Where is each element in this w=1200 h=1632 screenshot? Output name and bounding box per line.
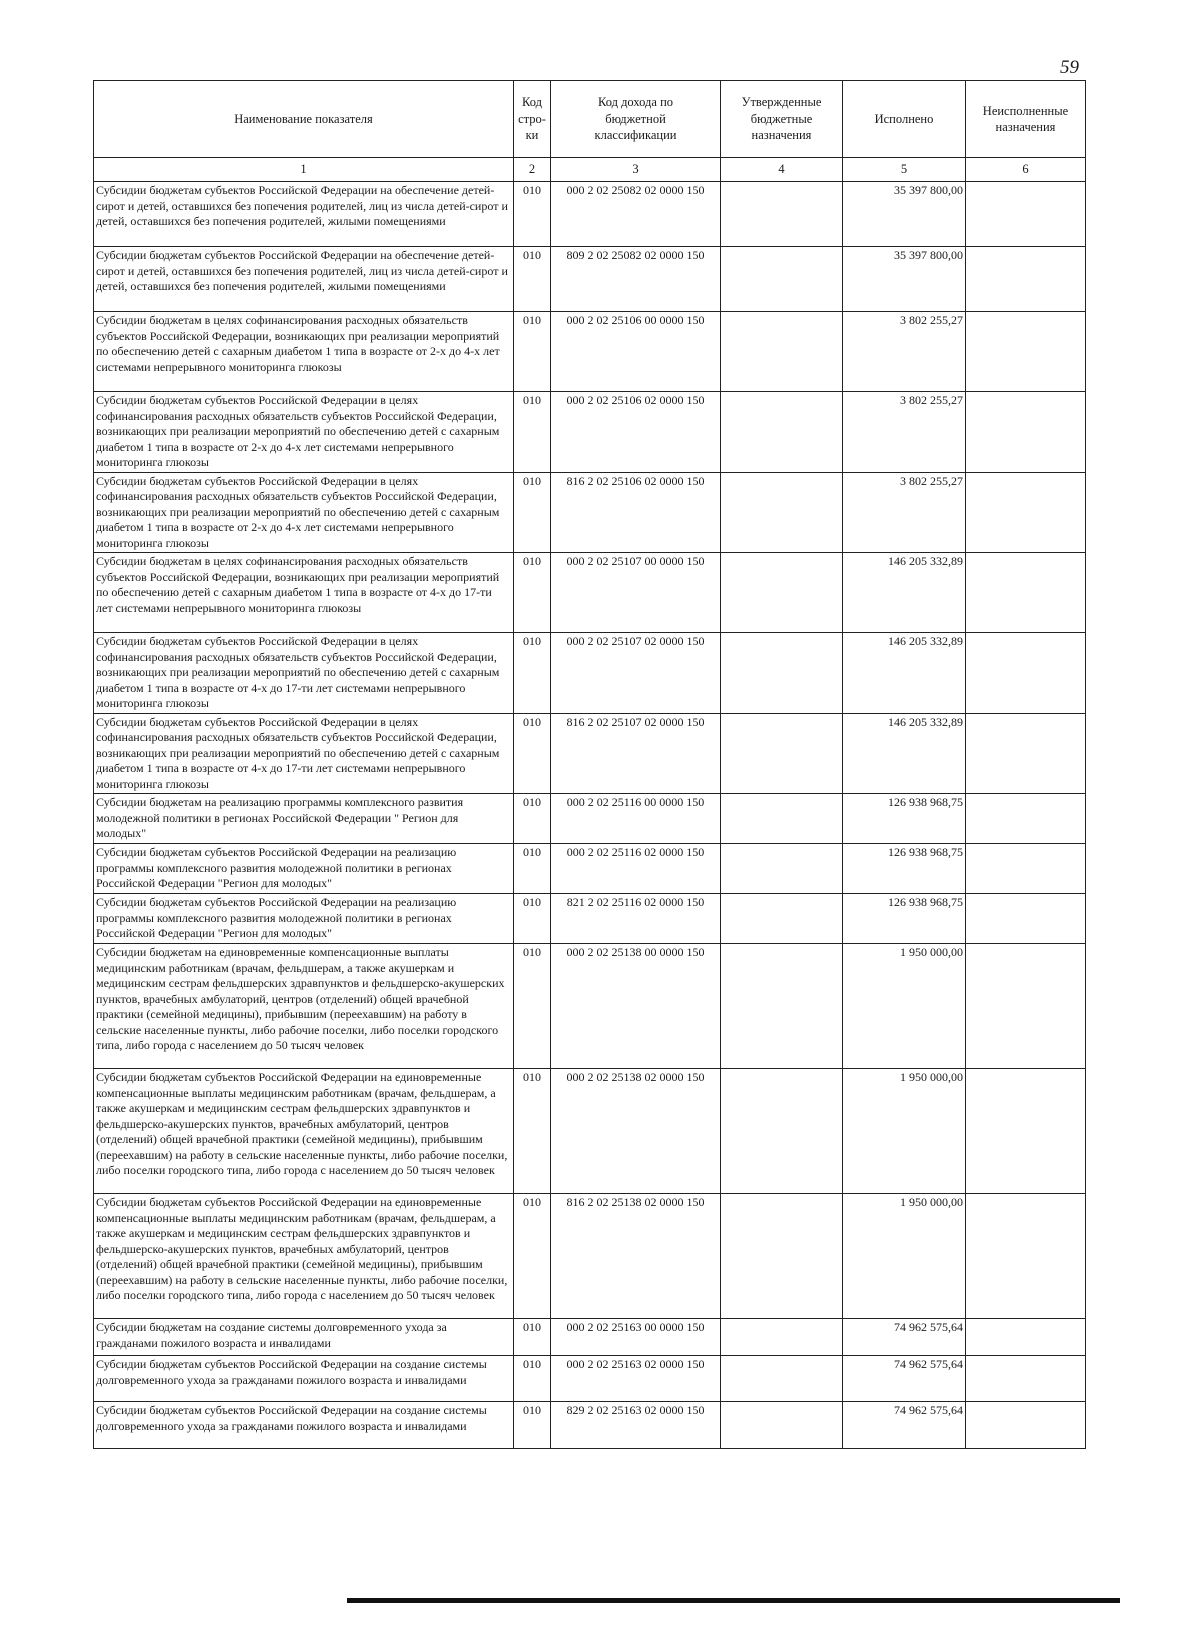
line-code-cell: 010 <box>514 182 551 247</box>
unexecuted-amount-cell <box>966 844 1086 894</box>
approved-amount-cell <box>721 794 843 844</box>
income-code-cell: 816 2 02 25106 02 0000 150 <box>551 472 721 553</box>
line-code-cell: 010 <box>514 1069 551 1194</box>
unexecuted-amount-cell <box>966 247 1086 312</box>
approved-amount-cell <box>721 944 843 1069</box>
unexecuted-amount-cell <box>966 633 1086 714</box>
line-code-cell: 010 <box>514 392 551 473</box>
scan-edge-bar <box>347 1598 1120 1603</box>
income-code-cell: 000 2 02 25138 02 0000 150 <box>551 1069 721 1194</box>
line-code-cell: 010 <box>514 794 551 844</box>
indicator-name-cell: Субсидии бюджетам субъектов Российской Федерации на реализацию программы комплексного развития молодежной политики в регионах Российской Федерации "Регион для молодых" <box>94 894 514 944</box>
table-row <box>94 1402 1086 1449</box>
unexecuted-amount-cell <box>966 944 1086 1069</box>
line-code-cell: 010 <box>514 944 551 1069</box>
executed-amount-cell: 74 962 575,64 <box>843 1402 966 1449</box>
unexecuted-amount-cell <box>966 794 1086 844</box>
approved-amount-cell <box>721 472 843 553</box>
table-row <box>94 1319 1086 1356</box>
unexecuted-amount-cell <box>966 713 1086 794</box>
line-code-cell: 010 <box>514 1356 551 1402</box>
header-income-code-line: Код дохода по <box>597 95 674 110</box>
income-code-cell: 829 2 02 25163 02 0000 150 <box>551 1402 721 1449</box>
approved-amount-cell <box>721 633 843 714</box>
executed-amount-cell: 146 205 332,89 <box>843 633 966 714</box>
page-number: 59 <box>1060 57 1079 78</box>
header-unexecuted-line: Неисполненные <box>982 103 1069 118</box>
table-row <box>94 312 1086 392</box>
income-code-cell: 000 2 02 25106 00 0000 150 <box>551 312 721 392</box>
income-code-cell: 809 2 02 25082 02 0000 150 <box>551 247 721 312</box>
unexecuted-amount-cell <box>966 1356 1086 1402</box>
unexecuted-amount-cell <box>966 1402 1086 1449</box>
column-number: 4 <box>721 158 843 182</box>
approved-amount-cell <box>721 312 843 392</box>
header-unexecuted <box>966 81 1086 158</box>
executed-amount-cell: 126 938 968,75 <box>843 894 966 944</box>
table-row <box>94 1194 1086 1319</box>
header-line-code-line: стро- <box>518 111 546 126</box>
table-row <box>94 944 1086 1069</box>
income-code-cell: 000 2 02 25082 02 0000 150 <box>551 182 721 247</box>
executed-amount-cell: 3 802 255,27 <box>843 392 966 473</box>
indicator-name-cell: Субсидии бюджетам субъектов Российской Федерации на создание системы долговременного ухода за гражданами пожилого возраста и инвалидами <box>94 1356 514 1402</box>
table-row <box>94 1356 1086 1402</box>
indicator-name-cell: Субсидии бюджетам субъектов Российской Федерации в целях софинансирования расходных обязательств субъектов Российской Федерации, возникающих при реализации мероприятий по обеспечению детей с сахарным диабетом 1 типа в возрасте от 4-х до 17-ти лет системами непрерывного мониторинга глюкозы <box>94 713 514 794</box>
header-income-code-line: бюджетной <box>605 111 666 126</box>
income-code-cell: 000 2 02 25116 00 0000 150 <box>551 794 721 844</box>
executed-amount-cell: 126 938 968,75 <box>843 844 966 894</box>
approved-amount-cell <box>721 392 843 473</box>
table-row <box>94 633 1086 714</box>
indicator-name-cell: Субсидии бюджетам субъектов Российской Федерации в целях софинансирования расходных обязательств субъектов Российской Федерации, возникающих при реализации мероприятий по обеспечению детей с сахарным диабетом 1 типа в возрасте от 2-х до 4-х лет системами непрерывного мониторинга глюкозы <box>94 392 514 473</box>
header-approved-line: бюджетные <box>750 111 813 126</box>
unexecuted-amount-cell <box>966 472 1086 553</box>
header-executed <box>843 81 966 158</box>
indicator-name-cell: Субсидии бюджетам субъектов Российской Федерации на обеспечение детей-сирот и детей, оставшихся без попечения родителей, лиц из числа детей-сирот и детей, оставшихся без попечения родителей, жилыми помещениями <box>94 182 514 247</box>
income-code-cell: 000 2 02 25163 02 0000 150 <box>551 1356 721 1402</box>
table-header <box>94 81 1086 182</box>
approved-amount-cell <box>721 247 843 312</box>
header-indicator-name-label: Наименование показателя <box>234 111 373 126</box>
approved-amount-cell <box>721 894 843 944</box>
indicator-name-cell: Субсидии бюджетам на единовременные компенсационные выплаты медицинским работникам (врачам, фельдшерам, а также акушеркам и медицинским сестрам фельдшерских здравпунктов и фельдшерско-акушерских пунктов, врачебных амбулаторий, центров (отделений) общей врачебной практики (семейной медицины), прибывшим (переехавшим) на работу в сельские населенные пункты, либо рабочие поселки, либо поселки городского типа, либо города с населением до 50 тысяч человек <box>94 944 514 1069</box>
income-code-cell: 816 2 02 25107 02 0000 150 <box>551 713 721 794</box>
table-row <box>94 844 1086 894</box>
line-code-cell: 010 <box>514 247 551 312</box>
approved-amount-cell <box>721 182 843 247</box>
indicator-name-cell: Субсидии бюджетам субъектов Российской Федерации на единовременные компенсационные выплаты медицинским работникам (врачам, фельдшерам, а также акушеркам и медицинским сестрам фельдшерских здравпунктов и фельдшерско-акушерских пунктов, врачебных амбулаторий, центров (отделений) общей врачебной практики (семейной медицины), прибывшим (переехавшим) на работу в сельские населенные пункты, либо рабочие поселки, либо поселки городского типа, либо города с населением до 50 тысяч человек <box>94 1194 514 1319</box>
unexecuted-amount-cell <box>966 553 1086 633</box>
indicator-name-cell: Субсидии бюджетам на реализацию программы комплексного развития молодежной политики в регионах Российской Федерации " Регион для молодых" <box>94 794 514 844</box>
column-number-row <box>94 158 1086 182</box>
approved-amount-cell <box>721 1356 843 1402</box>
executed-amount-cell: 35 397 800,00 <box>843 182 966 247</box>
line-code-cell: 010 <box>514 312 551 392</box>
table-row <box>94 713 1086 794</box>
column-number: 2 <box>514 158 551 182</box>
indicator-name-cell: Субсидии бюджетам субъектов Российской Федерации в целях софинансирования расходных обязательств субъектов Российской Федерации, возникающих при реализации мероприятий по обеспечению детей с сахарным диабетом 1 типа в возрасте от 4-х до 17-ти лет системами непрерывного мониторинга глюкозы <box>94 633 514 714</box>
executed-amount-cell: 1 950 000,00 <box>843 944 966 1069</box>
line-code-cell: 010 <box>514 633 551 714</box>
line-code-cell: 010 <box>514 1402 551 1449</box>
header-approved-line: Утвержденные <box>741 95 822 110</box>
executed-amount-cell: 3 802 255,27 <box>843 472 966 553</box>
column-number: 1 <box>94 158 514 182</box>
income-code-cell: 000 2 02 25116 02 0000 150 <box>551 844 721 894</box>
table-row <box>94 247 1086 312</box>
column-number: 5 <box>843 158 966 182</box>
approved-amount-cell <box>721 1194 843 1319</box>
line-code-cell: 010 <box>514 713 551 794</box>
unexecuted-amount-cell <box>966 1319 1086 1356</box>
approved-amount-cell <box>721 1319 843 1356</box>
header-row <box>94 81 1086 158</box>
unexecuted-amount-cell <box>966 182 1086 247</box>
table-body <box>94 182 1086 1449</box>
header-indicator-name <box>94 81 514 158</box>
indicator-name-cell: Субсидии бюджетам субъектов Российской Федерации на обеспечение детей-сирот и детей, оставшихся без попечения родителей, лиц из числа детей-сирот и детей, оставшихся без попечения родителей, жилыми помещениями <box>94 247 514 312</box>
header-approved-line: назначения <box>751 128 812 143</box>
header-unexecuted-line: назначения <box>995 120 1056 134</box>
table-row <box>94 553 1086 633</box>
header-approved <box>721 81 843 158</box>
column-number: 3 <box>551 158 721 182</box>
income-code-cell: 000 2 02 25138 00 0000 150 <box>551 944 721 1069</box>
line-code-cell: 010 <box>514 1194 551 1319</box>
income-code-cell: 000 2 02 25163 00 0000 150 <box>551 1319 721 1356</box>
indicator-name-cell: Субсидии бюджетам субъектов Российской Федерации на реализацию программы комплексного развития молодежной политики в регионах Российской Федерации "Регион для молодых" <box>94 844 514 894</box>
unexecuted-amount-cell <box>966 312 1086 392</box>
indicator-name-cell: Субсидии бюджетам субъектов Российской Федерации в целях софинансирования расходных обязательств субъектов Российской Федерации, возникающих при реализации мероприятий по обеспечению детей с сахарным диабетом 1 типа в возрасте от 2-х до 4-х лет системами непрерывного мониторинга глюкозы <box>94 472 514 553</box>
header-income-code <box>551 81 721 158</box>
executed-amount-cell: 3 802 255,27 <box>843 312 966 392</box>
table-row <box>94 894 1086 944</box>
indicator-name-cell: Субсидии бюджетам субъектов Российской Федерации на единовременные компенсационные выплаты медицинским работникам (врачам, фельдшерам, а также акушеркам и медицинским сестрам фельдшерских здравпунктов и фельдшерско-акушерских пунктов, врачебных амбулаторий, центров (отделений) общей врачебной практики (семейной медицины), прибывшим (переехавшим) на работу в сельские населенные пункты, либо рабочие поселки, либо поселки городского типа, либо города с населением до 50 тысяч человек <box>94 1069 514 1194</box>
unexecuted-amount-cell <box>966 1194 1086 1319</box>
executed-amount-cell: 74 962 575,64 <box>843 1319 966 1356</box>
header-line-code-line: ки <box>525 128 539 143</box>
income-code-cell: 000 2 02 25107 02 0000 150 <box>551 633 721 714</box>
column-number: 6 <box>966 158 1086 182</box>
indicator-name-cell: Субсидии бюджетам субъектов Российской Федерации на создание системы долговременного ухода за гражданами пожилого возраста и инвалидами <box>94 1402 514 1449</box>
header-income-code-line: классификации <box>594 128 677 143</box>
header-line-code-line: Код <box>522 95 542 110</box>
header-executed-label: Исполнено <box>874 111 934 126</box>
line-code-cell: 010 <box>514 894 551 944</box>
executed-amount-cell: 146 205 332,89 <box>843 553 966 633</box>
approved-amount-cell <box>721 713 843 794</box>
approved-amount-cell <box>721 1402 843 1449</box>
table-row <box>94 392 1086 473</box>
unexecuted-amount-cell <box>966 1069 1086 1194</box>
approved-amount-cell <box>721 1069 843 1194</box>
line-code-cell: 010 <box>514 553 551 633</box>
line-code-cell: 010 <box>514 844 551 894</box>
income-code-cell: 821 2 02 25116 02 0000 150 <box>551 894 721 944</box>
executed-amount-cell: 35 397 800,00 <box>843 247 966 312</box>
executed-amount-cell: 1 950 000,00 <box>843 1194 966 1319</box>
line-code-cell: 010 <box>514 1319 551 1356</box>
header-line-code <box>514 81 551 158</box>
approved-amount-cell <box>721 844 843 894</box>
executed-amount-cell: 1 950 000,00 <box>843 1069 966 1194</box>
unexecuted-amount-cell <box>966 894 1086 944</box>
indicator-name-cell: Субсидии бюджетам в целях софинансирования расходных обязательств субъектов Российской Федерации, возникающих при реализации мероприятий по обеспечению детей с сахарным диабетом 1 типа в возрасте от 2-х до 4-х лет системами непрерывного мониторинга глюкозы <box>94 312 514 392</box>
income-code-cell: 000 2 02 25106 02 0000 150 <box>551 392 721 473</box>
line-code-cell: 010 <box>514 472 551 553</box>
revenue-execution-table <box>93 80 1086 1449</box>
indicator-name-cell: Субсидии бюджетам на создание системы долговременного ухода за гражданами пожилого возраста и инвалидами <box>94 1319 514 1356</box>
table-row <box>94 182 1086 247</box>
table-row <box>94 794 1086 844</box>
table-row <box>94 472 1086 553</box>
executed-amount-cell: 74 962 575,64 <box>843 1356 966 1402</box>
income-code-cell: 816 2 02 25138 02 0000 150 <box>551 1194 721 1319</box>
income-code-cell: 000 2 02 25107 00 0000 150 <box>551 553 721 633</box>
table-row <box>94 1069 1086 1194</box>
executed-amount-cell: 126 938 968,75 <box>843 794 966 844</box>
indicator-name-cell: Субсидии бюджетам в целях софинансирования расходных обязательств субъектов Российской Федерации, возникающих при реализации мероприятий по обеспечению детей с сахарным диабетом 1 типа в возрасте от 4-х до 17-ти лет системами непрерывного мониторинга глюкозы <box>94 553 514 633</box>
unexecuted-amount-cell <box>966 392 1086 473</box>
executed-amount-cell: 146 205 332,89 <box>843 713 966 794</box>
approved-amount-cell <box>721 553 843 633</box>
